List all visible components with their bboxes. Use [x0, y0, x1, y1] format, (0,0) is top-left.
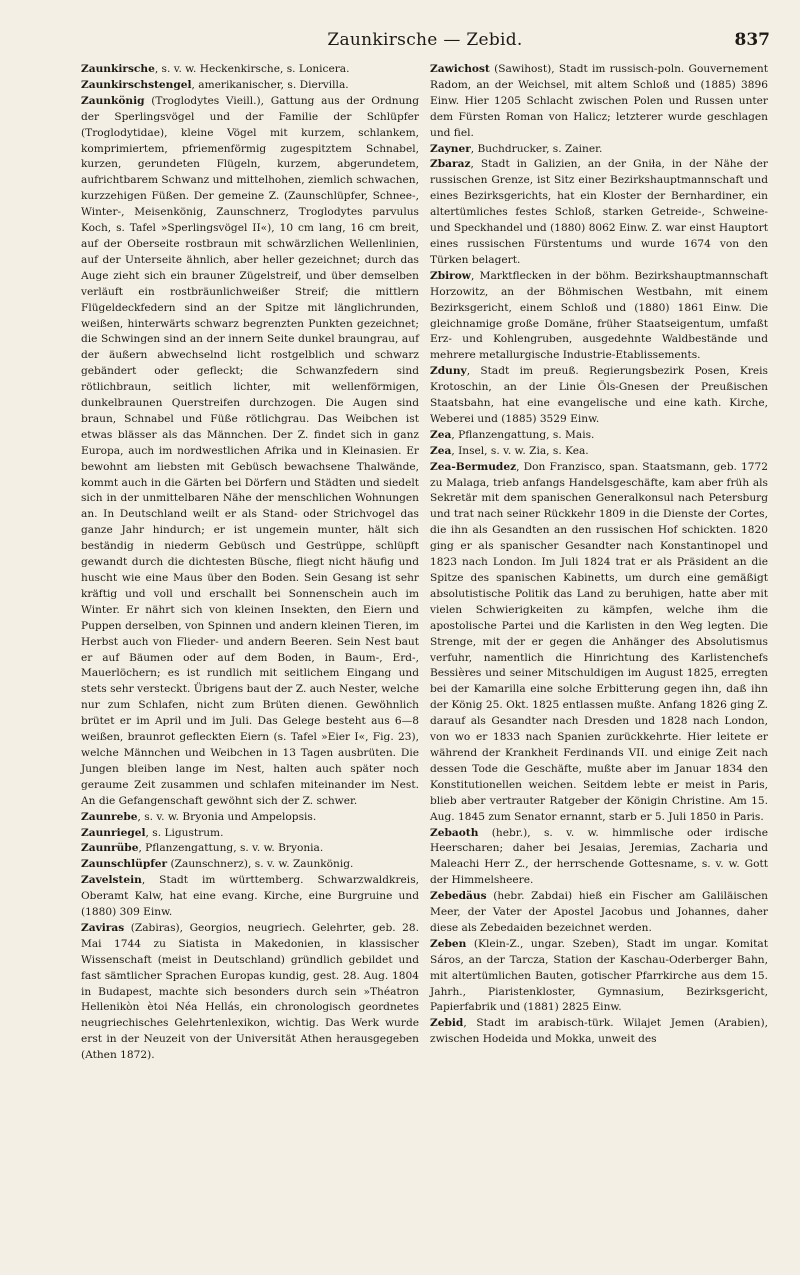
entry-text: , Stadt in Galizien, an der Gniła, in der Nähe der russischen Grenze, ist Sitz einer Bezirkshauptmannschaft und eines Bezirksgerichts, hat ein Kloster der Bernhardiner, ein altertümliches festes Schloß, starken Getreide-, Schweine- und Speckhandel und (1880) 8062 Einw. Z. war einst Hauptort eines russischen Fürstentums und wurde 1674 von den Türken belagert. — [430, 158, 768, 266]
entry-text: , s. v. w. Bryonia und Ampelopsis. — [137, 810, 317, 823]
dictionary-entry — [81, 921, 419, 1064]
entry-text: , Pflanzengattung, s. v. w. Bryonia. — [138, 842, 324, 855]
entry-text: (Zabiras), Georgios, neugriech. Gelehrter, geb. 28. Mai 1744 zu Siatista in Makedonien, in klassischer Wissenschaft (meist in Deutschland) gründlich gebildet und fast sämtlicher Sprachen Europas kundig, gest. 28. Aug. 1804 in Budapest, machte sich besonders durch sein »Théatron Hellenikòn ètoi Néa Hellás, ein chronologisch geordnetes neugriechisches Gelehrtenlexikon, wichtig. Das Werk wurde erst in der Neuzeit von der Universität Athen herausgegeben (Athen 1872). — [81, 921, 419, 1062]
dictionary-entry — [430, 157, 768, 268]
entry-text: , Insel, s. v. w. Zia, s. Kea. — [451, 444, 589, 457]
entry-headword: Zea — [430, 444, 452, 457]
entry-text: (Sawihost), Stadt im russisch-poln. Gouvernement Radom, an der Weichsel, mit altem Schloß und (1885) 3896 Einw. Hier 1205 Schlacht zwischen Polen und Russen unter dem Fürsten Roman von Halicz; letzterer wurde geschlagen und fiel. — [430, 63, 768, 139]
entry-headword: Zeben — [430, 937, 467, 950]
dictionary-entry — [81, 826, 419, 842]
entry-headword: Zebedäus — [430, 890, 487, 903]
entry-headword: Zawichost — [430, 63, 490, 75]
dictionary-entry — [81, 94, 419, 810]
entry-text: , Marktflecken in der böhm. Bezirkshauptmannschaft Horzowitz, an der Böhmischen Westbahn, mit einem Bezirksgericht, einem Schloß und (1880) 1861 Einw. Die gleichnamige große Domäne, früher Staatseigentum, umfaßt Erz- und Kohlengruben, ausgedehnte Waldbestände und mehrere metallurgische Industrie-Etablissements. — [430, 269, 768, 362]
entry-text: , Stadt im arabisch-türk. Wilajet Jemen (Arabien), zwischen Hodeida und Mokka, unweit des — [430, 1017, 768, 1046]
entry-text: (hebr. Zabdai) hieß ein Fischer am Galiläischen Meer, der Vater der Apostel Jacobus und Johannes, daher diese als Zebedaiden bezeichnet werden. — [430, 890, 768, 934]
entry-text: , Pflanzengattung, s. Mais. — [451, 428, 595, 441]
entry-headword: Zaunriegel — [81, 826, 146, 839]
entry-text: , Don Franzisco, span. Staatsmann, geb. 1772 zu Malaga, trieb anfangs Handelsgeschäfte, kam aber früh als Sekretär mit dem spanischen Generalkonsul nach Petersburg und trat nach seiner Rückkehr 1809 in die Dienste der Cortes, die ihn als Gesandten an den russischen Hof schickten. 1820 ging er als spanischer Gesandter nach Konstantinopel und 1823 nach London. Im Juli 1824 trat er als Präsident an die Spitze des spanischen Kabinetts, um durch eine gemäßigt absolutistische Politik das Land zu beruhigen, hatte aber mit vielen Schwierigkeiten zu kämpfen, welche ihm die apostolische Partei und die Karlisten in den Weg legten. Die Strenge, mit der er gegen die Anhänger des Absolutismus verfuhr, namentlich die Hinrichtung des Karlistenchefs Bessières und seiner Mitschuldigen im August 1825, erregten bei der Kamarilla eine solche Erbitterung gegen ihn, daß ihn der König 25. Okt. 1825 entlassen mußte. Anfang 1826 ging Z. darauf als Gesandter nach Dresden und 1828 nach London, von wo er 1833 nach Spanien zurückkehrte. Hier leitete er während der Krankheit Ferdinands VII. und einige Zeit nach dessen Tode die Geschäfte, mußte aber im Januar 1834 den Konstitutionellen weichen. Seitdem lebte er meist in Paris, blieb aber vertrauter Ratgeber der Königin Christine. Am 15. Aug. 1845 zum Senator ernannt, starb er 5. Juli 1850 in Paris. — [430, 460, 768, 823]
dictionary-entry — [81, 873, 419, 921]
dictionary-entry — [81, 78, 419, 94]
dictionary-entry — [430, 62, 768, 142]
dictionary-entry — [430, 269, 768, 364]
dictionary-entry — [81, 810, 419, 826]
dictionary-entry — [81, 841, 419, 857]
dictionary-entry — [430, 364, 768, 428]
entry-headword: Zebaoth — [430, 826, 479, 839]
dictionary-entry — [430, 460, 768, 826]
dictionary-entry — [430, 937, 768, 1017]
entry-headword: Zea-Bermudez — [430, 460, 517, 473]
entry-text: (Klein-Z., ungar. Szeben), Stadt im ungar. Komitat Sáros, an der Tarcza, Station der Kaschau-Oderberger Bahn, mit altertümlichen Bauten, gotischer Pfarrkirche aus dem 15. Jahrh., Piaristenkloster, Gymnasium, Bezirksgericht, Papierfabrik und (1881) 2825 Einw. — [430, 937, 768, 1014]
left-column — [81, 62, 419, 1064]
dictionary-entry — [430, 826, 768, 890]
entry-text: (Troglodytes Vieill.), Gattung aus der Ordnung der Sperlingsvögel und der Familie der Schlüpfer (Troglodytidae), kleine Vögel mit kurzem, schlankem, komprimiertem, pfriemenförmig zugespitztem Schnabel, kurzen, gerundeten Flügeln, kurzem, abgerundetem, aufrichtbarem Schwanz und mittelhohen, ziemlich schwachen, kurzzehigen Füßen. Der gemeine Z. (Zaunschlüpfer, Schnee-, Winter-, Meisenkönig, Zaunschnerz, Troglodytes parvulus Koch, s. Tafel »Sperlingsvögel II«), 10 cm lang, 16 cm breit, auf der Oberseite rostbraun mit schwärzlichen Wellenlinien, auf der Unterseite ähnlich, aber heller gezeichnet; durch das Auge zieht sich ein brauner Zügelstreif, und über demselben verläuft ein rostbräunlichweißer Streif; die mittlern Flügeldeckfedern sind an der Spitze mit länglichrunden, weißen, hinterwärts schwarz begrenzten Punkten gezeichnet; die Schwingen sind an der innern Seite dunkel braungrau, auf der äußern abwechselnd licht rostgelblich und schwarz gebändert oder gefleckt; die Schwanzfedern sind rötlichbraun, seitlich lichter, mit wellenförmigen, dunkelbraunen Querstreifen durchzogen. Die Augen sind braun, Schnabel und Füße rötlichgrau. Das Weibchen ist etwas blässer als das Männchen. Der Z. findet sich in ganz Europa, auch im nordwestlichen Afrika und in Kleinasien. Er bewohnt am liebsten mit Gebüsch bewachsene Thalwände, kommt auch in die Gärten bei Dörfern und Städten und siedelt sich in der unmittelbaren Nähe der menschlichen Wohnungen an. In Deutschland weilt er als Stand- oder Strichvogel das ganze Jahr hindurch; er ist ungemein munter, hält sich beständig in niederm Gebüsch und Gestrüppe, schlüpft gewandt durch die dichtesten Büsche, fliegt nicht häufig und huscht wie eine Maus über den Boden. Sein Gesang ist sehr kräftig und voll und erschallt bei Sonnenschein auch im Winter. Er nährt sich von kleinen Insekten, den Eiern und Puppen derselben, von Spinnen und andern kleinen Tieren, im Herbst auch von Flieder- und andern Beeren. Sein Nest baut er auf Bäumen oder auf dem Boden, in Baum-, Erd-, Mauerlöchern; es ist rundlich mit seitlichem Eingang und stets sehr versteckt. Übrigens baut der Z. auch Nester, welche nur zum Schlafen, nicht zum Brüten dienen. Gewöhnlich brütet er im April und im Juli. Das Gelege besteht aus 6—8 weißen, braunrot gefleckten Eiern (s. Tafel »Eier I«, Fig. 23), welche Männchen und Weibchen in 13 Tagen ausbrüten. Die Jungen bleiben lange im Nest, halten auch später noch geraume Zeit zusammen und schlafen miteinander im Nest. An die Gefangenschaft gewöhnt sich der Z. schwer. — [81, 94, 419, 807]
entry-headword: Zavelstein — [81, 874, 142, 887]
dictionary-entry — [430, 428, 768, 444]
page-header — [80, 30, 770, 56]
entry-text: , Stadt im württemberg. Schwarzwaldkreis, Oberamt Kalw, hat eine evang. Kirche, eine Burgruine und (1880) 309 Einw. — [81, 874, 419, 919]
entry-headword: Zaunschlüpfer — [81, 858, 168, 871]
entry-headword: Zaviras — [81, 921, 125, 934]
entry-headword: Zaunkirschstengel — [81, 78, 192, 91]
dictionary-entry — [81, 62, 419, 78]
entry-headword: Zea — [430, 428, 452, 441]
entry-text: , s. v. w. Heckenkirsche, s. Lonicera. — [154, 63, 350, 75]
entry-text: , Stadt im preuß. Regierungsbezirk Posen, Kreis Krotoschin, an der Linie Öls-Gnesen der Preußischen Staatsbahn, hat eine evangelische und eine kath. Kirche, Weberei und (1885) 3529 Einw. — [430, 365, 768, 425]
entry-headword: Zaunrübe — [81, 842, 139, 855]
entry-headword: Zbaraz — [430, 158, 471, 171]
entry-text: (hebr.), s. v. w. himmlische oder irdische Heerscharen; daher bei Jesaias, Jeremias, Zacharia und Maleachi Herr Z., der herrschende Gottesname, s. v. w. Gott der Himmelsheere. — [430, 826, 768, 887]
entry-headword: Zebid — [430, 1017, 464, 1030]
entry-headword: Zayner — [430, 142, 471, 155]
dictionary-entry — [430, 142, 768, 158]
entry-headword: Zaunkönig — [81, 94, 145, 107]
page-number: 837 — [734, 30, 770, 50]
entry-text: , Buchdrucker, s. Zainer. — [470, 142, 603, 155]
entry-headword: Zaunkirsche — [81, 63, 155, 75]
entry-headword: Zduny — [430, 365, 467, 378]
entry-text: , s. Ligustrum. — [145, 826, 224, 839]
entry-headword: Zaunrebe — [81, 810, 138, 823]
dictionary-entry — [81, 857, 419, 873]
dictionary-entry — [430, 889, 768, 937]
entry-text: , amerikanischer, s. Diervilla. — [191, 78, 349, 91]
right-column — [430, 62, 768, 1048]
dictionary-entry — [430, 1016, 768, 1048]
running-title: Zaunkirsche — Zebid. — [327, 30, 523, 50]
entry-text: (Zaunschnerz), s. v. w. Zaunkönig. — [167, 858, 354, 871]
entry-headword: Zbirow — [430, 269, 471, 282]
dictionary-entry — [430, 444, 768, 460]
